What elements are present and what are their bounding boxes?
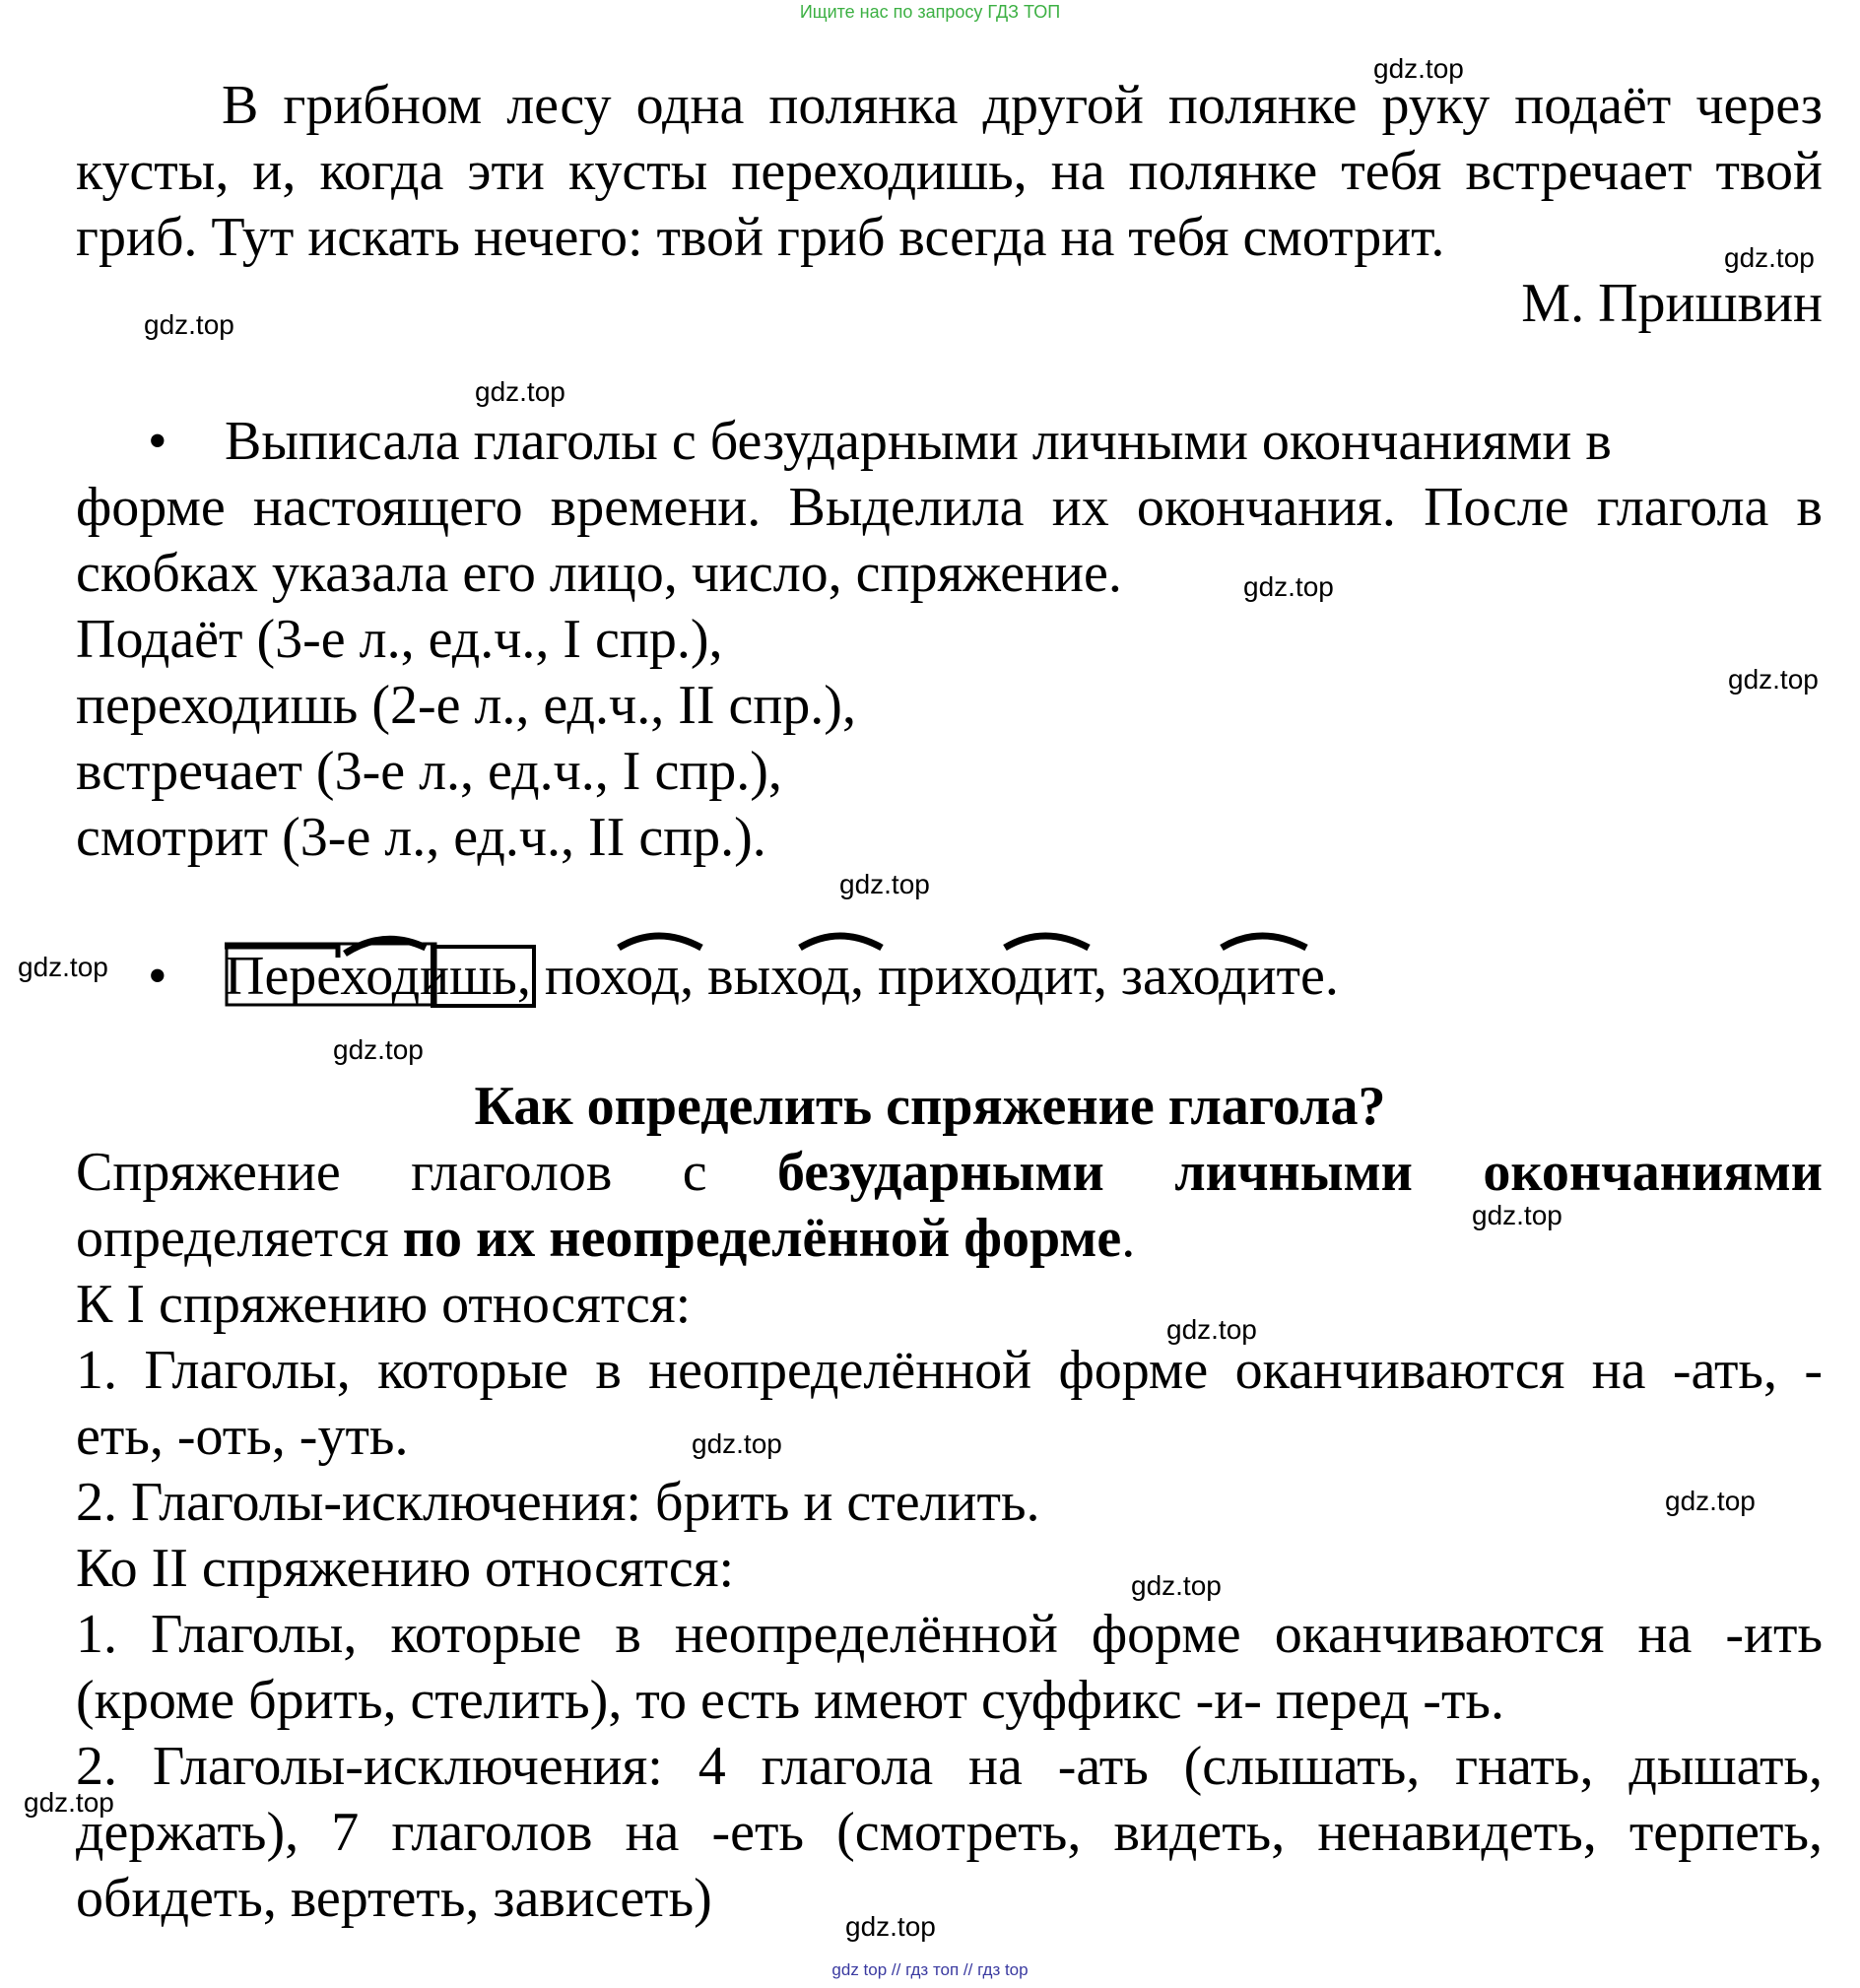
task1-bullet: • (148, 411, 167, 472)
morpheme-root-tail: д (391, 946, 421, 1007)
morpheme-rest: , поход, выход, приходит, заходите. (516, 946, 1339, 1007)
watermark: gdz.top (475, 376, 565, 407)
rule-intro-line-2 (76, 1206, 1135, 1272)
rule-intro-line-1 (76, 1140, 1823, 1206)
top-banner: Ищите нас по запросу ГДЗ ТОП (799, 2, 1061, 22)
root-arc (345, 939, 426, 954)
conj2-item2-b: держать), 7 глаголов на -еть (смотреть, видеть, ненавидеть, терпеть, (76, 1802, 1823, 1863)
verb-item: смотрит (3-е л., ед.ч., II спр.). (76, 807, 766, 868)
root-arc (1005, 936, 1089, 948)
conj1-item2: 2. Глаголы-исключения: брить и стелить. (76, 1472, 1040, 1533)
poem-line-1: В грибном лесу одна полянка другой полянке руку подаёт через (222, 75, 1823, 136)
ending-box (432, 947, 534, 1006)
watermark: gdz.top (845, 1911, 936, 1942)
watermark: gdz.top (24, 1787, 114, 1818)
conj1-item1-a: 1. Глаголы, которые в неопределённой форме оканчиваются на -ать, - (76, 1340, 1823, 1401)
watermark: gdz.top (1373, 53, 1464, 84)
watermark: gdz.top (1665, 1486, 1756, 1516)
rule-intro-b: определяется (76, 1208, 403, 1269)
rule-heading: Как определить спряжение глагола? (474, 1076, 1386, 1137)
rule-intro-a: Спряжение глаголов с (76, 1142, 778, 1203)
watermark: gdz.top (1131, 1570, 1222, 1601)
task1-line-1: Выписала глаголы с безударными личными окончаниями в (225, 411, 1612, 472)
conj2-item2-c: обидеть, вертеть, зависеть) (76, 1868, 712, 1929)
conj2-item2-a: 2. Глаголы-исключения: 4 глагола на -ать (слышать, гнать, дышать, (76, 1736, 1823, 1797)
root-arc (800, 936, 882, 948)
verb-item: переходишь (2-е л., ед.ч., II спр.), (76, 675, 856, 736)
conj1-item1-b: еть, -оть, -уть. (76, 1406, 409, 1467)
watermark: gdz.top (144, 309, 234, 340)
watermark: gdz.top (839, 869, 930, 899)
root-arc (619, 936, 701, 948)
conj2-title: Ко II спряжению относятся: (76, 1538, 735, 1599)
conj2-item1-b: (кроме брить, стелить), то есть имеют суффикс -и- перед -ть. (76, 1670, 1504, 1731)
watermark: gdz.top (1166, 1314, 1257, 1345)
rule-intro-bold2: по их неопределённой форме (402, 1208, 1122, 1269)
watermark: gdz.top (1243, 571, 1334, 602)
poem-line-2: кусты, и, когда эти кусты переходишь, на полянке тебя встречает твой (76, 141, 1823, 202)
stem-box (227, 944, 435, 1005)
root-arc (1222, 936, 1306, 948)
conj2-item1-a: 1. Глаголы, которые в неопределённой форме оканчиваются на -ить (76, 1604, 1823, 1665)
bottom-banner: gdz top // гдз топ // гдз top (831, 1960, 1029, 1979)
watermark: gdz.top (18, 952, 108, 982)
task1-line-3: скобках указала его лицо, число, спряжение. (76, 543, 1122, 604)
watermark: gdz.top (1472, 1200, 1562, 1230)
morpheme-ending: ишь (420, 946, 517, 1007)
watermark: gdz.top (333, 1034, 424, 1065)
task1-line-2: форме настоящего времени. Выделила их окончания. После глагола в (76, 477, 1823, 538)
rule-intro-end: . (1121, 1208, 1136, 1269)
watermark: gdz.top (1728, 664, 1819, 695)
watermark: gdz.top (692, 1428, 782, 1459)
conj1-title: К I спряжению относятся: (76, 1274, 692, 1335)
morpheme-stem: Перехо (225, 946, 392, 1007)
poem-line-3: гриб. Тут искать нечего: твой гриб всегда на тебя смотрит. (76, 207, 1445, 268)
rule-intro-bold: безударными личными окончаниями (777, 1142, 1823, 1203)
morpheme-bullet: • (148, 946, 167, 1007)
verb-item: Подаёт (3-е л., ед.ч., I спр.), (76, 609, 723, 670)
watermark: gdz.top (1724, 242, 1815, 273)
poem-author: М. Пришвин (1521, 273, 1823, 334)
verb-item: встречает (3-е л., ед.ч., I спр.), (76, 741, 782, 802)
